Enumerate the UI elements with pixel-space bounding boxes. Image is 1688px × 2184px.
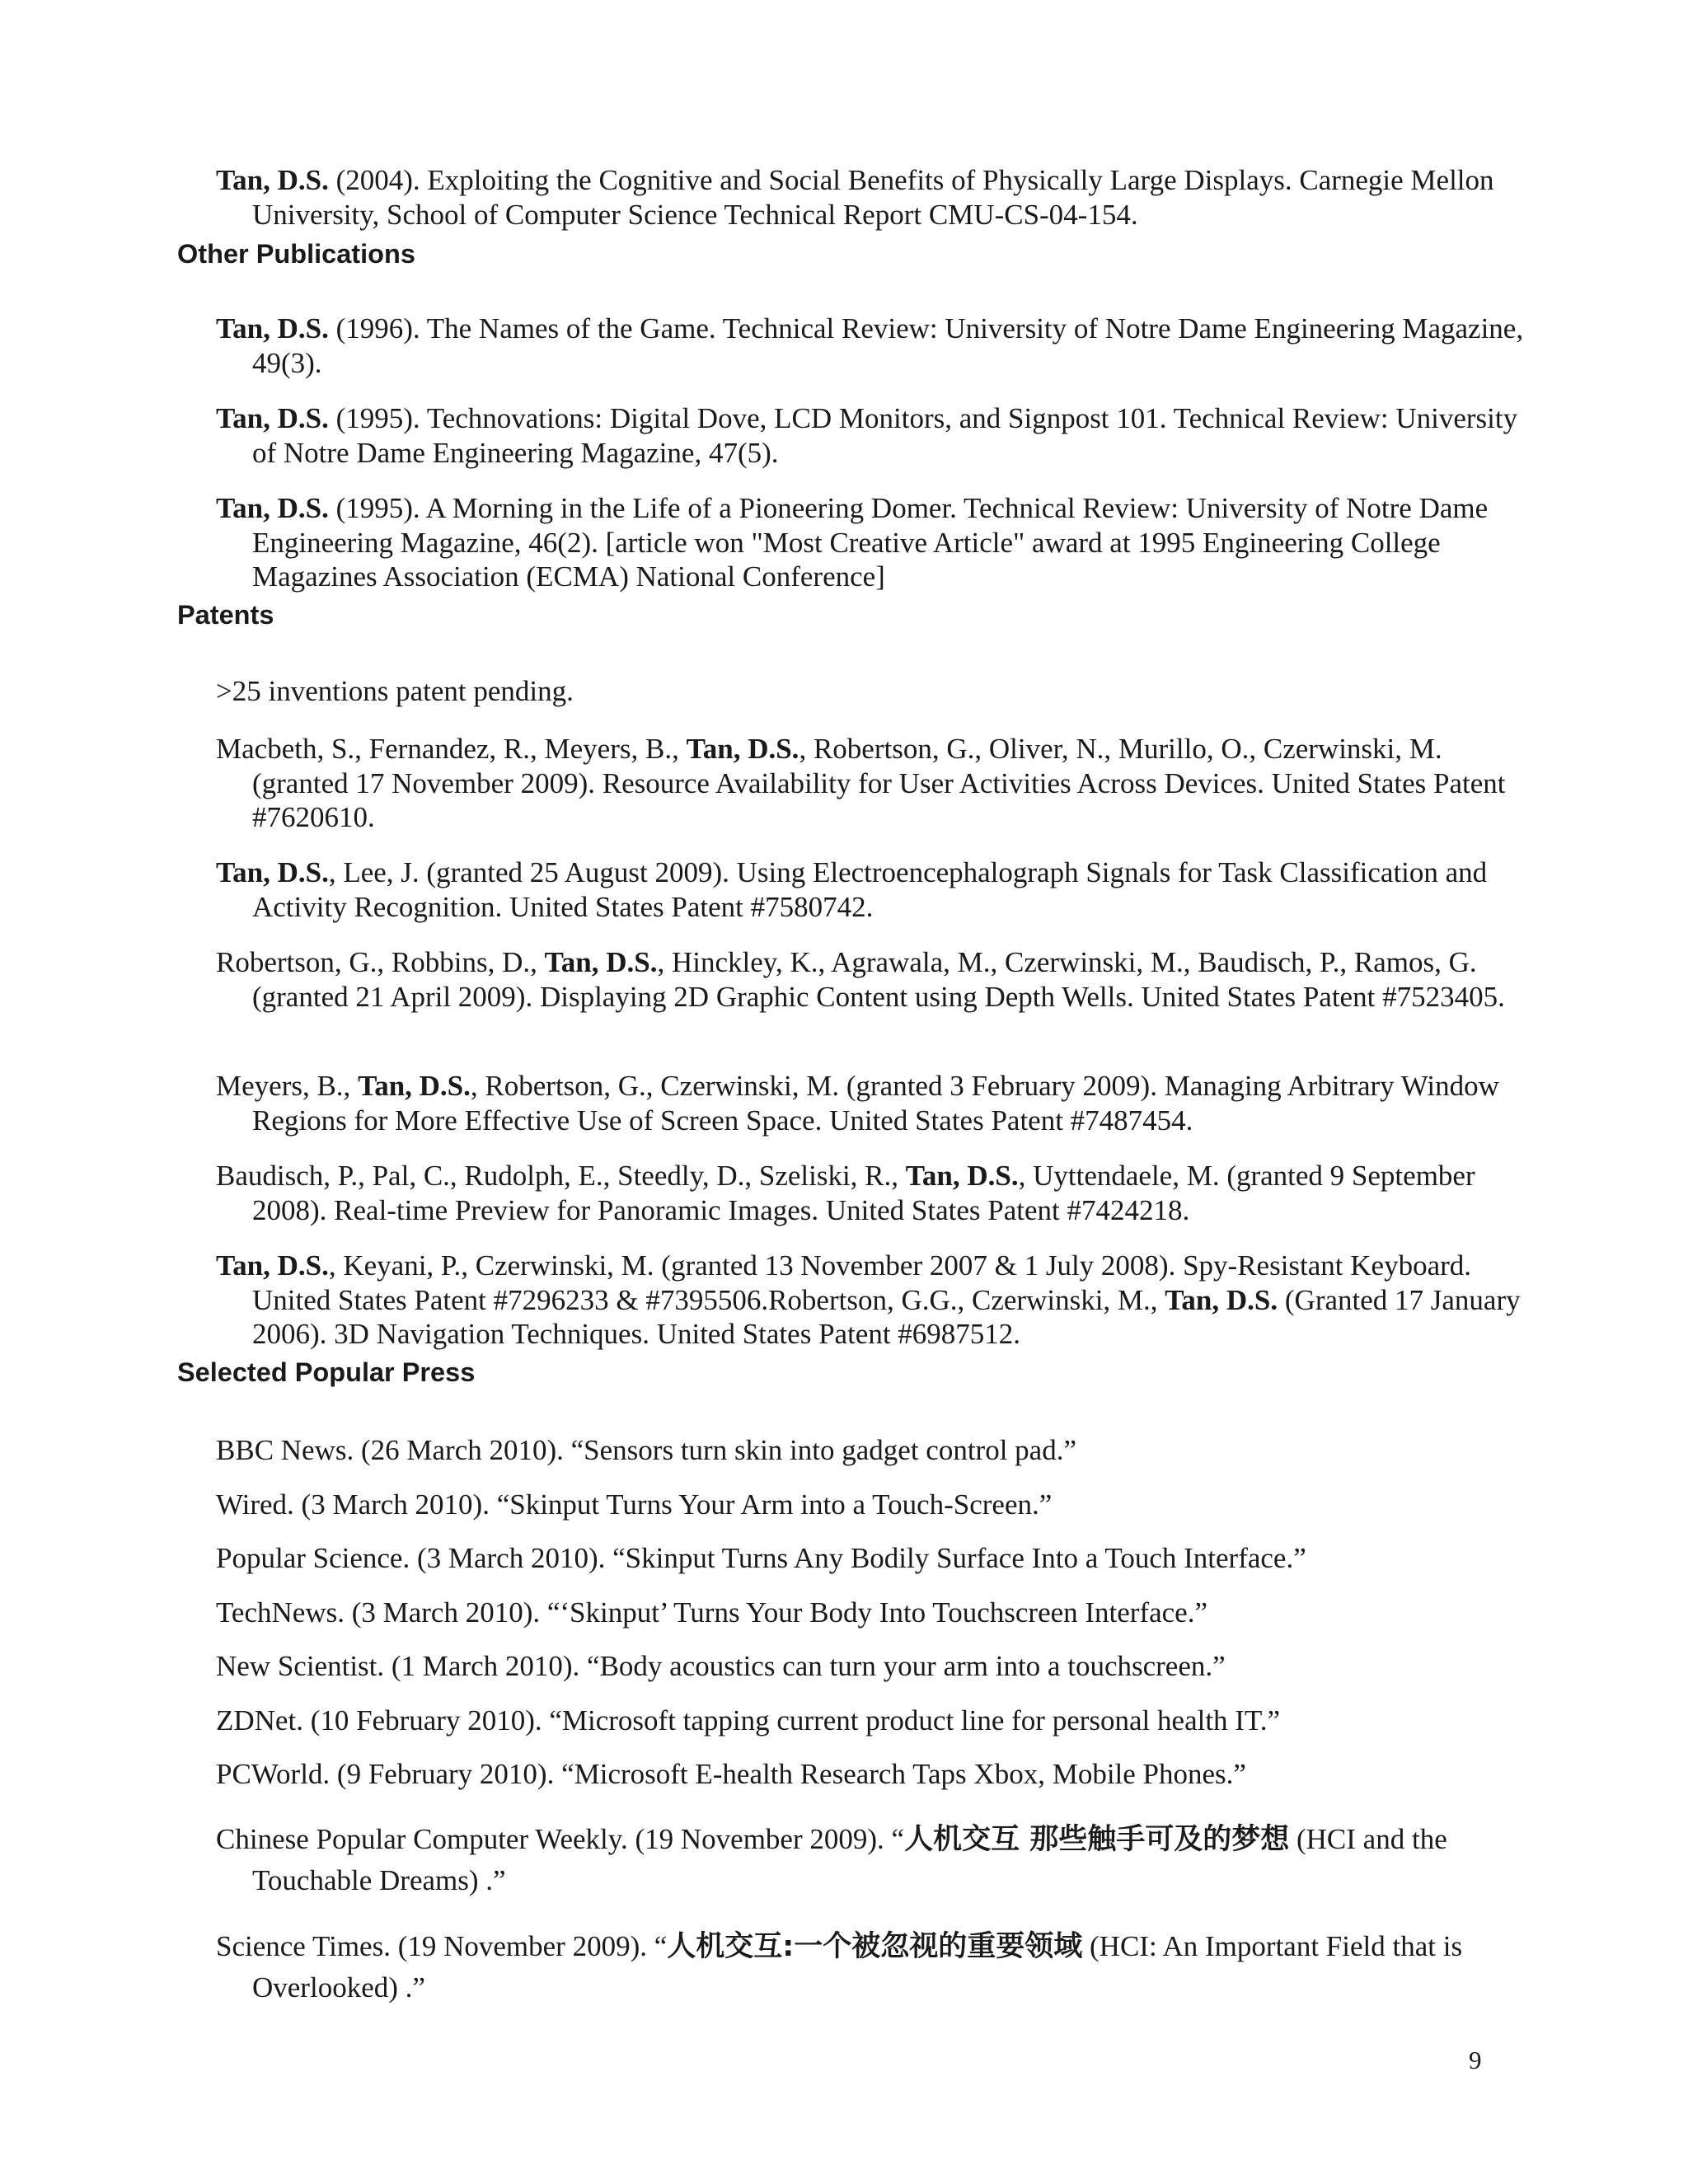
publication-entry [216, 401, 1538, 470]
publication-entry [216, 491, 1538, 594]
patent-entry: Baudisch, P., Pal, C., Rudolph, E., Steedly, D., Szeliski, R., Tan, D.S., Uyttendaele, M. (granted 9 September 2008). Real-time Preview for Panoramic Images. United States Patent #7424218. [216, 1160, 1475, 1226]
chinese-title: 人机交互:一个被忽视的重要领域 [667, 1930, 1083, 1963]
entry-text: (1995). Technovations: Digital Dove, LCD Monitors, and Signpost 101. Technical Review: University of Notre Dame Engineering Magazine, 47(5). [252, 402, 1518, 469]
press-item: Wired. (3 March 2010). “Skinput Turns Your Arm into a Touch-Screen.” [216, 1488, 1053, 1521]
entry-text: (1996). The Names of the Game. Technical Review: University of Notre Dame Engineering Magazine, 49(3). [252, 312, 1524, 379]
press-item: PCWorld. (9 February 2010). “Microsoft E-health Research Taps Xbox, Mobile Phones.” [216, 1758, 1246, 1790]
author-name: Tan, D.S. [216, 1249, 329, 1282]
chinese-title: 人机交互 那些触手可及的梦想 [904, 1823, 1290, 1856]
section-heading-patents: Patents [177, 600, 274, 630]
press-item: Popular Science. (3 March 2010). “Skinput Turns Any Bodily Surface Into a Touch Interface.” [216, 1542, 1306, 1574]
author-name: Tan, D.S. [905, 1160, 1019, 1192]
press-item: TechNews. (3 March 2010). “‘Skinput’ Turns Your Body Into Touchscreen Interface.” [216, 1596, 1208, 1629]
page-number: 9 [1469, 2046, 1482, 2074]
publication-entry [216, 163, 1538, 232]
press-item: ZDNet. (10 February 2010). “Microsoft tapping current product line for personal health IT.” [216, 1704, 1281, 1736]
entry-text: (1995). A Morning in the Life of a Pioneering Domer. Technical Review: University of Notre Dame Engineering Magazine, 46(2). [article won "Most Creative Article" award at 1995 Engineering College Magazines Association (ECMA) National Conference] [252, 492, 1489, 593]
author-name: Tan, D.S. [216, 856, 329, 888]
patent-entry: Tan, D.S., Keyani, P., Czerwinski, M. (granted 13 November 2007 & 1 July 2008). Spy-Resistant Keyboard. United States Patent #7296233 & #7395506.Robertson, G.G., Czerwinski, M., Tan, D.S. (Granted 17 January 2006). 3D Navigation Techniques. United States Patent #6987512. [216, 1249, 1521, 1350]
author-name: Tan, D.S. [686, 733, 799, 765]
author-name: Tan, D.S. [544, 946, 658, 978]
patent-entry: Macbeth, S., Fernandez, R., Meyers, B., Tan, D.S., Robertson, G., Oliver, N., Murillo, O., Czerwinski, M. (granted 17 November 2009). Resource Availability for User Activities Across Devices. United States Patent #7620610. [216, 733, 1506, 833]
press-item: BBC News. (26 March 2010). “Sensors turn skin into gadget control pad.” [216, 1434, 1077, 1466]
section-heading-popular-press: Selected Popular Press [177, 1357, 476, 1387]
author-name: Tan, D.S. [216, 402, 329, 434]
press-item: New Scientist. (1 March 2010). “Body acoustics can turn your arm into a touchscreen.” [216, 1650, 1226, 1682]
patent-entry: Tan, D.S., Lee, J. (granted 25 August 2009). Using Electroencephalograph Signals for Task Classification and Activity Recognition. United States Patent #7580742. [216, 856, 1488, 923]
entry-text: (2004). Exploiting the Cognitive and Social Benefits of Physically Large Displays. Carnegie Mellon University, School of Computer Science Technical Report CMU-CS-04-154. [252, 164, 1494, 231]
publication-entry [216, 312, 1538, 380]
author-name: Tan, D.S. [358, 1070, 471, 1102]
section-heading-other-publications: Other Publications [177, 239, 415, 269]
author-name: Tan, D.S. [216, 312, 329, 344]
author-name: Tan, D.S. [1165, 1283, 1278, 1316]
patents-intro: >25 inventions patent pending. [216, 675, 574, 707]
author-name: Tan, D.S. [216, 492, 329, 524]
press-item: Chinese Popular Computer Weekly. (19 November 2009). “人机交互 那些触手可及的梦想 (HCI and the Touchable Dreams) .” [216, 1823, 1447, 1896]
patent-entry: Robertson, G., Robbins, D., Tan, D.S., Hinckley, K., Agrawala, M., Czerwinski, M., Baudisch, P., Ramos, G. (granted 21 April 2009). Displaying 2D Graphic Content using Depth Wells. United States Patent #7523405. [216, 946, 1505, 1013]
press-item: Science Times. (19 November 2009). “人机交互:一个被忽视的重要领域 (HCI: An Important Field that is Overlooked) .” [216, 1930, 1463, 2004]
author-name: Tan, D.S. [216, 164, 329, 196]
patent-entry: Meyers, B., Tan, D.S., Robertson, G., Czerwinski, M. (granted 3 February 2009). Managing Arbitrary Window Regions for More Effective Use of Screen Space. United States Patent #7487454. [216, 1070, 1499, 1137]
